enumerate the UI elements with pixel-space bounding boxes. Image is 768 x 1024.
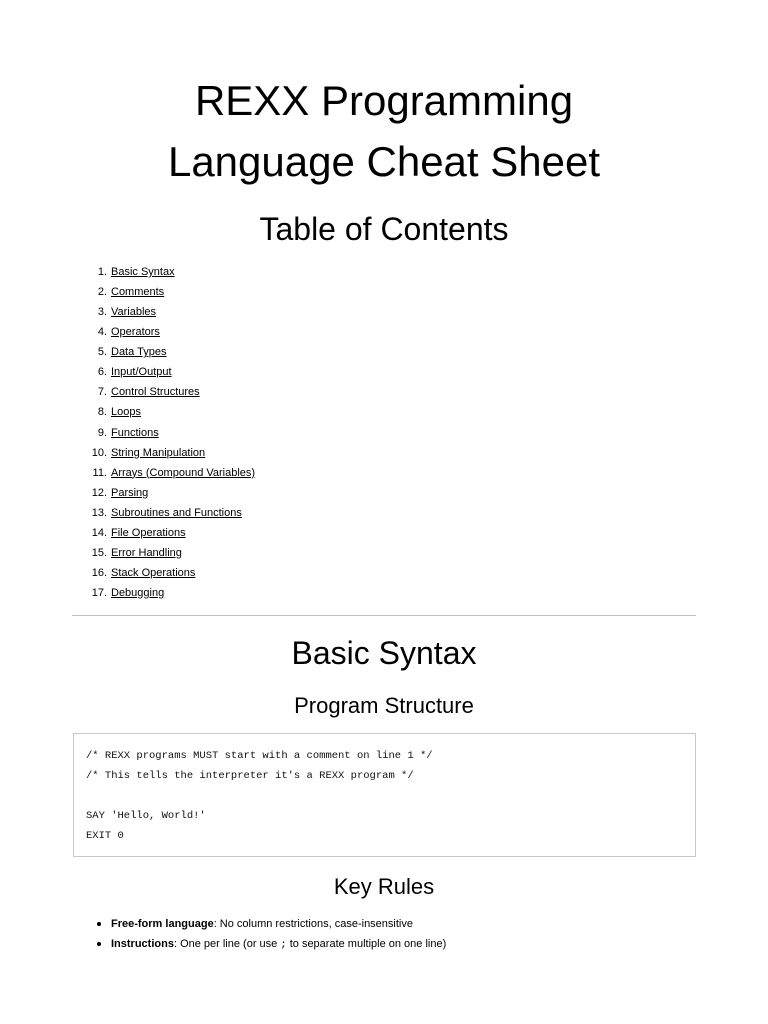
toc-link[interactable]: Loops	[111, 406, 141, 419]
section-title-basic-syntax: Basic Syntax	[291, 635, 477, 671]
bullet-icon	[97, 922, 101, 926]
toc-item-number: 4.	[97, 326, 107, 339]
code-line	[86, 786, 683, 806]
toc-item	[97, 362, 255, 382]
key-rule-text: : One per line (or use	[173, 938, 281, 950]
code-line: SAY 'Hello, World!'	[86, 810, 206, 822]
table-of-contents	[91, 262, 256, 603]
horizontal-divider	[72, 615, 696, 616]
subsection-title-program-structure: Program Structure	[294, 693, 474, 718]
toc-item-number: 13.	[91, 506, 107, 519]
toc-link[interactable]: Basic Syntax	[111, 266, 175, 278]
toc-item-number: 12.	[91, 486, 107, 499]
toc-link[interactable]: Operators	[111, 326, 160, 339]
toc-item-number: 1.	[97, 266, 107, 278]
toc-link[interactable]: File Operations	[111, 526, 186, 539]
toc-item	[91, 543, 255, 563]
toc-link[interactable]: Subroutines and Functions	[111, 506, 242, 519]
document-title-line-2: Language Cheat Sheet	[167, 138, 601, 185]
document-title-line-1: REXX Programming	[194, 77, 574, 124]
toc-item-number: 15.	[91, 546, 107, 559]
toc-item-number: 9.	[97, 426, 107, 439]
toc-item	[97, 402, 255, 422]
key-rule-item	[95, 914, 446, 934]
toc-link[interactable]: Data Types	[111, 346, 167, 359]
toc-link[interactable]: Debugging	[111, 587, 165, 599]
toc-item	[97, 423, 255, 443]
toc-item	[97, 262, 255, 282]
toc-link[interactable]: Variables	[111, 306, 157, 319]
toc-link[interactable]: Input/Output	[111, 366, 172, 379]
toc-item	[92, 463, 256, 483]
toc-link[interactable]: Control Structures	[111, 386, 200, 399]
toc-link[interactable]: Arrays (Compound Variables)	[111, 466, 256, 479]
toc-item-number: 10.	[91, 446, 107, 459]
toc-link[interactable]: Comments	[111, 286, 165, 299]
key-rule-text: : No column restrictions, case-insensitive	[213, 918, 413, 930]
toc-item-number: 2.	[97, 286, 107, 299]
toc-heading: Table of Contents	[259, 211, 509, 247]
toc-item-number: 6.	[97, 366, 107, 379]
document-title	[0, 70, 768, 192]
code-line: /* This tells the interpreter it's a REXX program */	[86, 770, 414, 782]
toc-link[interactable]: Error Handling	[111, 546, 182, 559]
key-rule-item	[95, 934, 446, 954]
subsection-title-key-rules: Key Rules	[333, 874, 435, 899]
toc-item	[91, 443, 255, 463]
toc-item-number: 5.	[97, 346, 107, 359]
toc-item	[91, 523, 255, 543]
toc-item-number: 14.	[91, 526, 107, 539]
toc-item	[97, 282, 255, 302]
key-rule-term: Instructions	[111, 938, 174, 950]
toc-item	[91, 503, 255, 523]
toc-item-number: 11.	[92, 466, 107, 479]
code-block	[73, 733, 696, 857]
toc-link[interactable]: Parsing	[111, 486, 149, 499]
code-line: /* REXX programs MUST start with a comment on line 1 */	[86, 750, 433, 762]
bullet-icon	[97, 942, 101, 946]
toc-item	[97, 342, 255, 362]
toc-item	[91, 483, 255, 503]
key-rule-text-after: to separate multiple on one line)	[286, 938, 447, 950]
toc-item	[97, 302, 255, 322]
toc-item-number: 3.	[97, 306, 107, 319]
toc-item	[91, 563, 255, 583]
toc-link[interactable]: String Manipulation	[111, 446, 206, 459]
toc-item	[91, 583, 255, 603]
toc-item-number: 7.	[97, 386, 107, 399]
key-rules-list	[95, 914, 446, 954]
toc-item	[97, 382, 255, 402]
toc-link[interactable]: Stack Operations	[111, 566, 196, 579]
toc-item-number: 8.	[97, 406, 107, 419]
toc-item-number: 17.	[91, 587, 107, 599]
toc-item	[97, 322, 255, 342]
code-line: EXIT 0	[86, 830, 124, 842]
toc-link[interactable]: Functions	[111, 426, 159, 439]
toc-item-number: 16.	[91, 566, 107, 579]
key-rule-term: Free-form language	[111, 918, 214, 930]
key-rule-inline-code: ;	[280, 939, 287, 951]
